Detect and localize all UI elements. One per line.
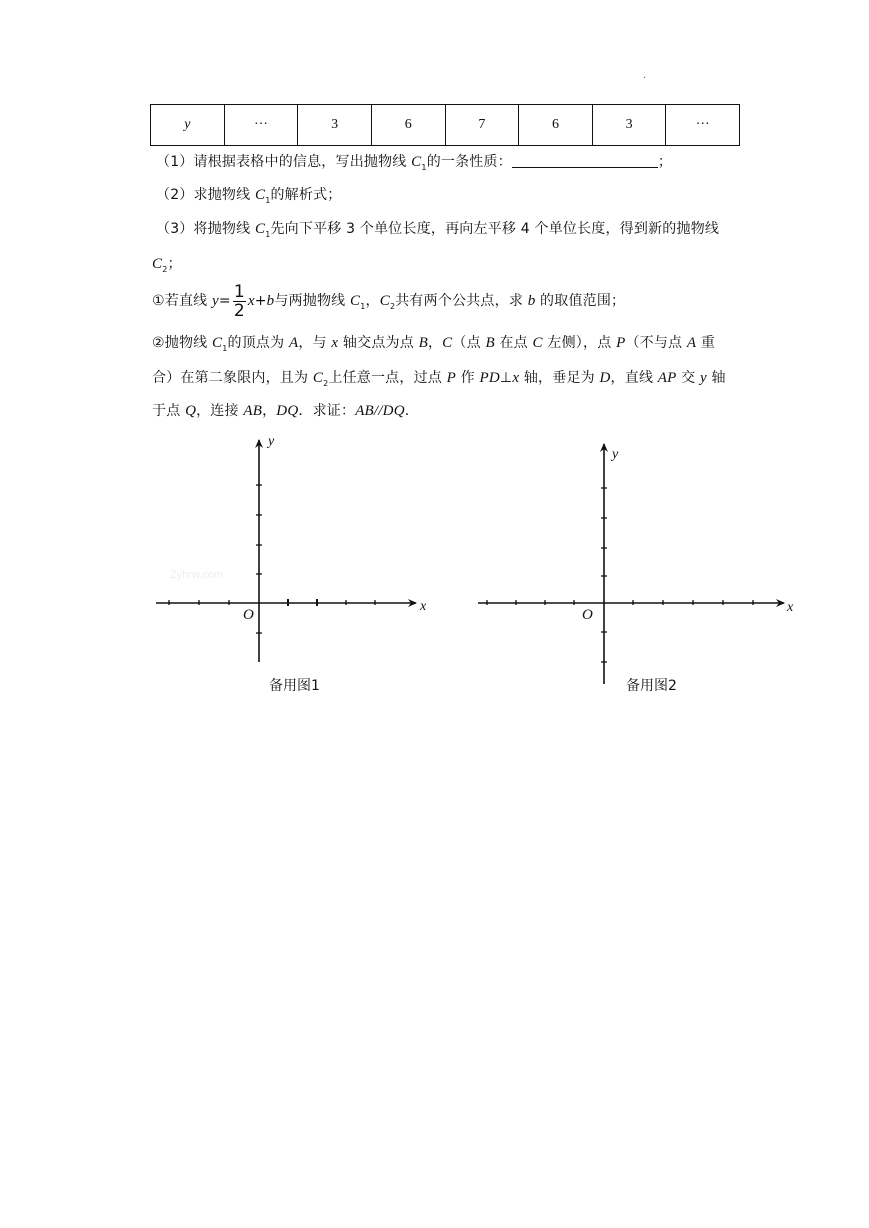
question-3-1: ①若直线 y= $\frac{1}{2}$ x+b与两抛物线 $C_1$，$C_2$共有两个公共点，求 b 的取值范围； xyxy=(152,281,626,321)
question-1: （1）请根据表格中的信息，写出抛物线 $C_1$的一条性质： ； xyxy=(156,154,673,172)
question-3-cont: $C_2$； xyxy=(152,256,182,274)
page-mark: . xyxy=(643,70,647,81)
x-label: x xyxy=(787,600,794,615)
axes-figure-2 xyxy=(472,436,802,686)
fraction-one-half: $\frac{1}{2}$ xyxy=(233,281,245,321)
question-3-2-line-3: 于点 Q，连接 AB，DQ．求证：AB//DQ. xyxy=(152,403,410,419)
question-3: （3）将抛物线 $C_1$先向下平移 3 个单位长度，再向左平移 4 个单位长度，得到新的抛物线 xyxy=(156,221,720,239)
question-2: （2）求抛物线 $C_1$的解析式； xyxy=(156,187,342,205)
y-label: y xyxy=(268,434,275,449)
table-cell: y xyxy=(151,105,225,146)
x-label: x xyxy=(420,599,427,614)
axes-figure-1 xyxy=(150,430,440,680)
table-cell: 6 xyxy=(519,105,593,146)
table-cell: ··· xyxy=(666,105,740,146)
table-cell: 3 xyxy=(298,105,372,146)
table-row xyxy=(151,105,740,146)
figure-1-caption: 备用图1 xyxy=(269,678,320,694)
table-cell: 6 xyxy=(371,105,445,146)
table-cell: 3 xyxy=(592,105,666,146)
figure-2-caption: 备用图2 xyxy=(626,678,677,694)
table-cell: 7 xyxy=(445,105,519,146)
value-table xyxy=(150,104,740,146)
question-3-2-line-2: 合）在第二象限内，且为 $C_2$上任意一点，过点 P 作 PD⊥x 轴，垂足为 D，直线 AP 交 y 轴 xyxy=(152,370,726,388)
origin-label: O xyxy=(243,607,254,623)
question-3-2-line-1: ②抛物线 $C_1$的顶点为 A，与 x 轴交点为点 B，C（点 B 在点 C 左侧），点 P（不与点 A 重 xyxy=(152,335,716,353)
table-cell: ··· xyxy=(224,105,298,146)
origin-label: O xyxy=(582,607,593,623)
watermark: Zyhrw.com xyxy=(170,569,224,581)
y-label: y xyxy=(612,447,619,462)
answer-blank[interactable] xyxy=(512,153,658,168)
